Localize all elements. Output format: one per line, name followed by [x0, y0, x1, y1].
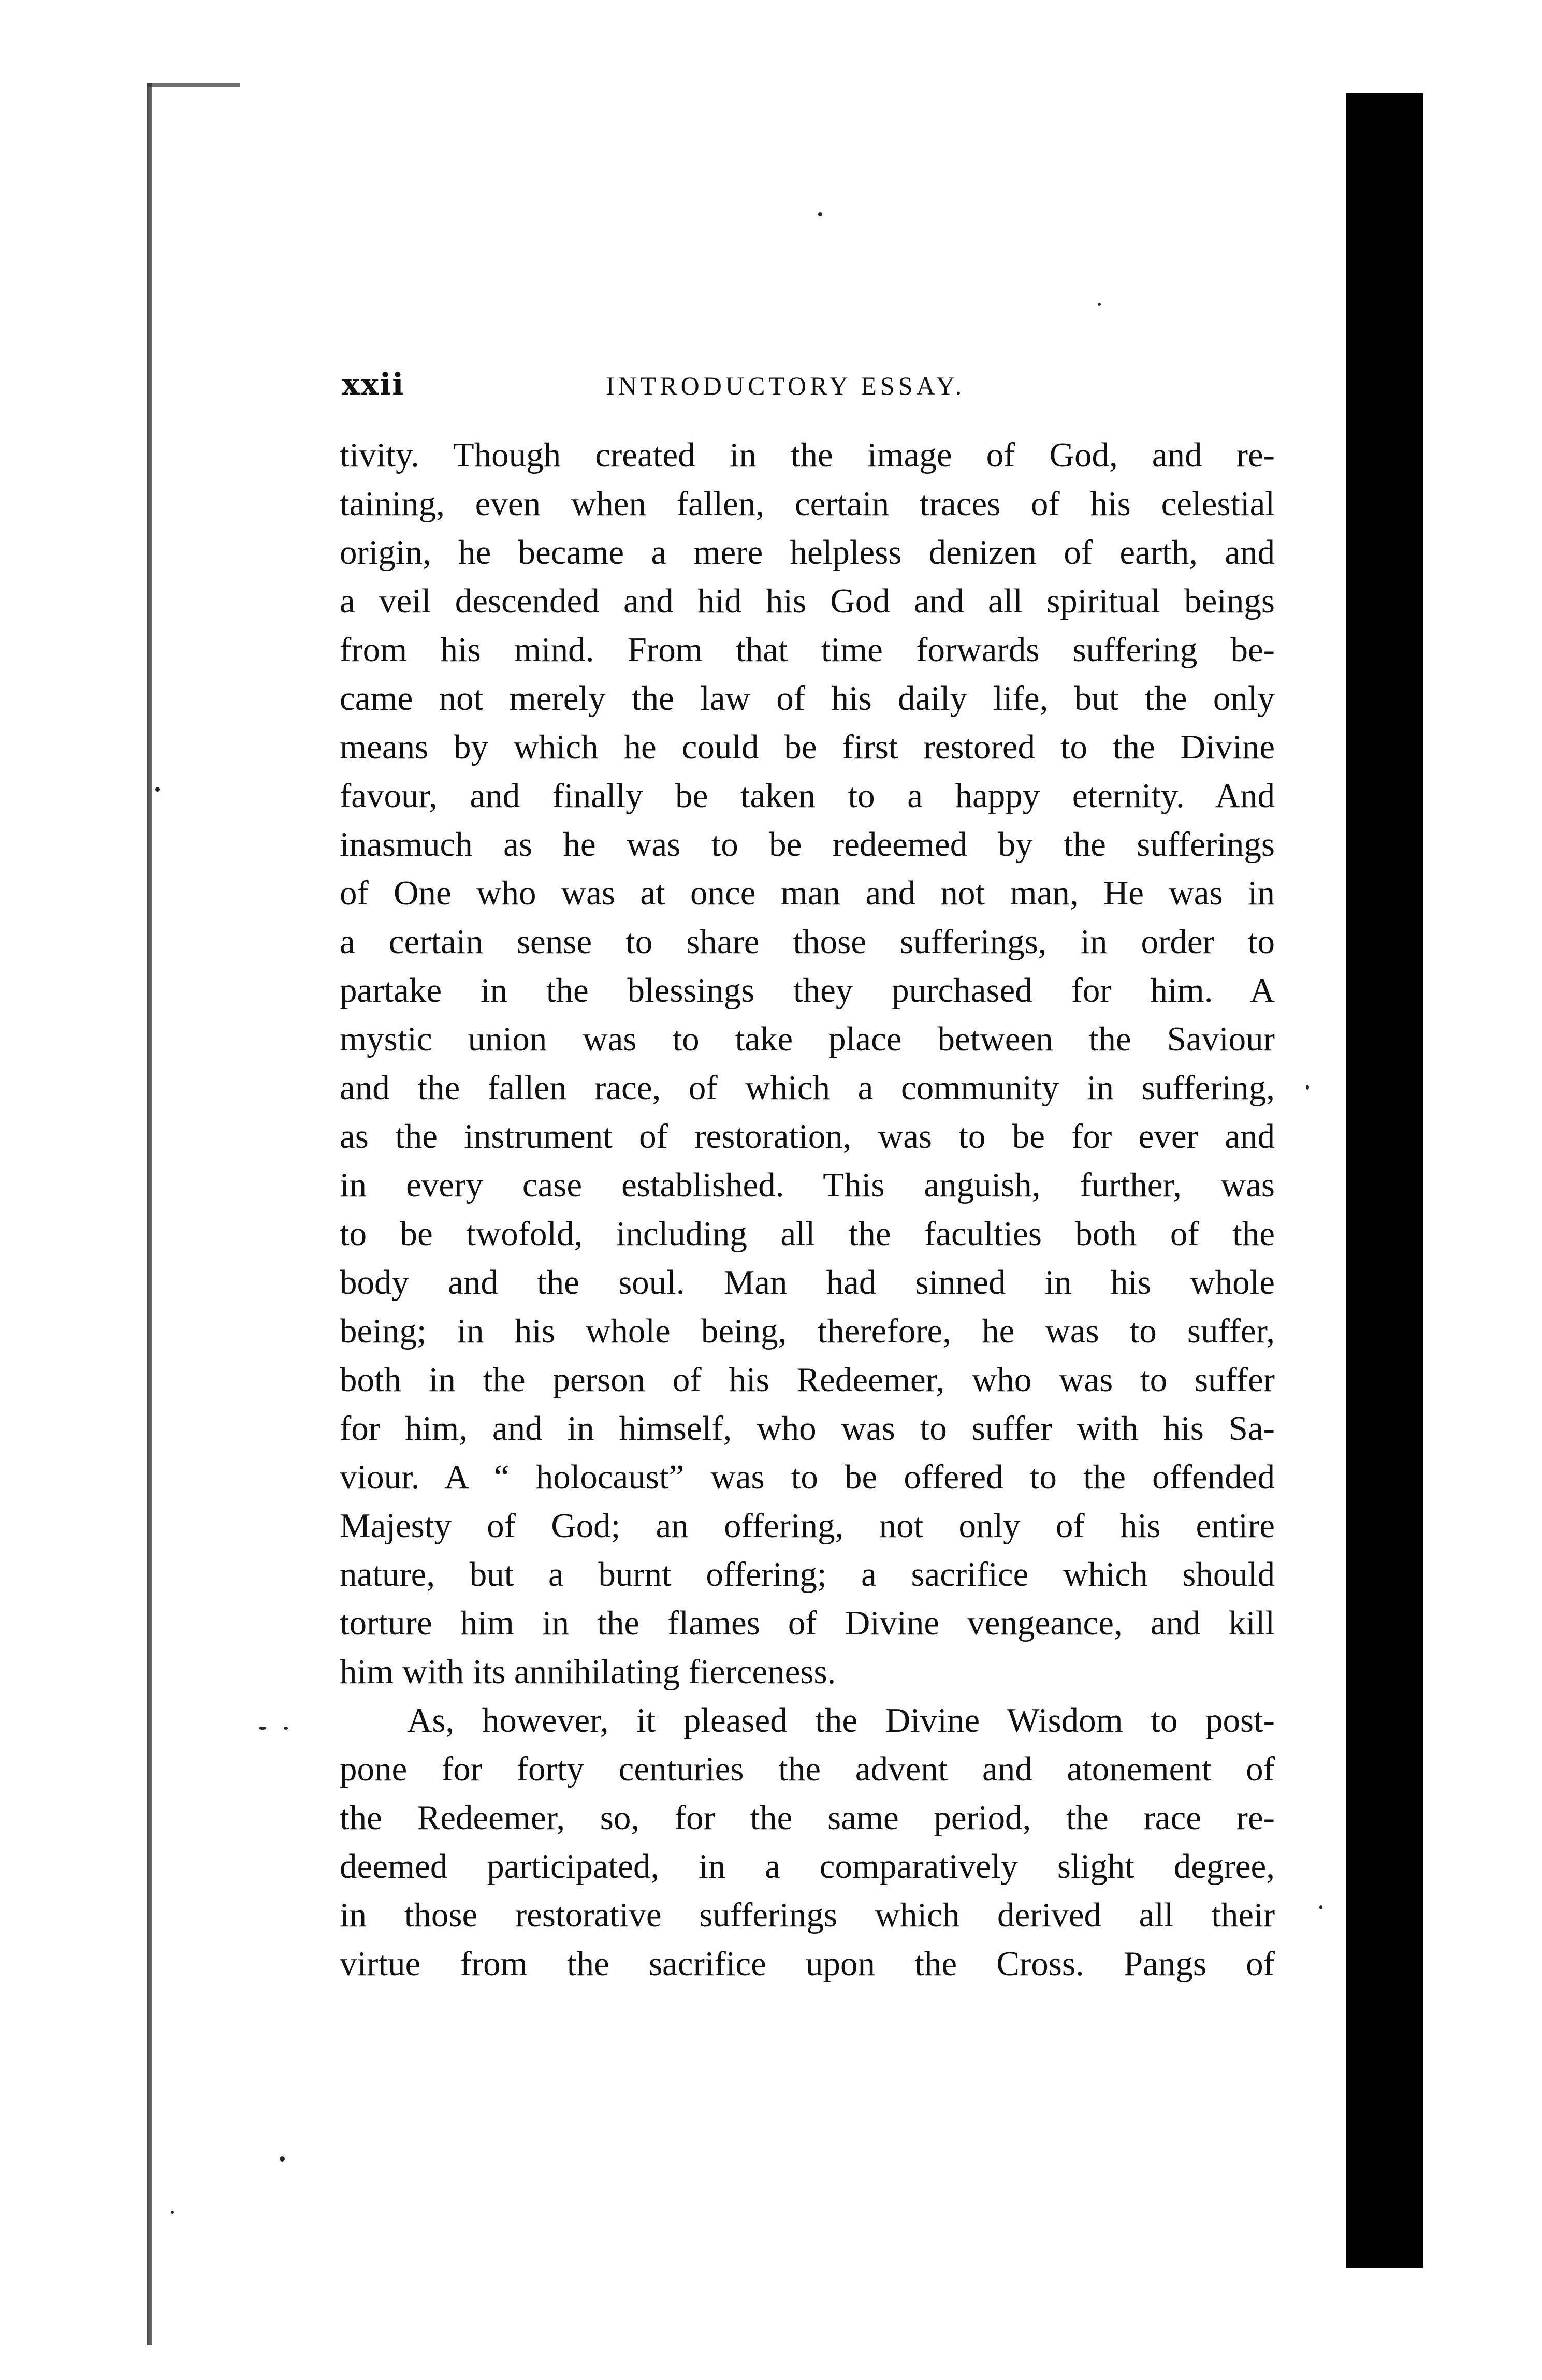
text-line: in every case established. This anguish, further, was [340, 1166, 1275, 1204]
text-line: body and the soul. Man had sinned in his whole [340, 1263, 1275, 1302]
scan-speck [818, 212, 822, 216]
scan-speck [171, 2211, 174, 2214]
text-line: taining, even when fallen, certain traces of his celestial [340, 485, 1275, 523]
text-line: from his mind. From that time forwards suffering be- [340, 631, 1275, 669]
text-line: favour, and finally be taken to a happy eternity. And [340, 777, 1275, 815]
text-line: tivity. Though created in the image of God, and re- [340, 436, 1275, 474]
text-line: to be twofold, including all the faculties both of the [340, 1215, 1275, 1253]
scan-shadow-bar [1346, 93, 1423, 2268]
text-line: torture him in the flames of Divine vengeance, and kill [340, 1604, 1275, 1642]
text-line: means by which he could be first restored to the Divine [340, 728, 1275, 766]
text-line: nature, but a burnt offering; a sacrifice which should [340, 1555, 1275, 1594]
text-line: viour. A “ holocaust” was to be offered to the offended [340, 1458, 1275, 1496]
text-line: Majesty of God; an offering, not only of his entire [340, 1507, 1275, 1545]
scan-speck [1306, 1085, 1309, 1090]
text-line: pone for forty centuries the advent and atonement of [340, 1750, 1275, 1788]
page-edge-left-rule [147, 83, 152, 2345]
scan-speck [1098, 303, 1101, 306]
scan-speck [1319, 1905, 1322, 1909]
text-line: the Redeemer, so, for the same period, the race re- [340, 1799, 1275, 1837]
page-edge-top-rule [147, 83, 240, 87]
text-line: being; in his whole being, therefore, he was to suffer, [340, 1312, 1275, 1350]
text-line: came not merely the law of his daily life, but the only [340, 679, 1275, 718]
scan-speck [259, 1727, 266, 1730]
text-line: origin, he became a mere helpless denizen of earth, and [340, 533, 1275, 572]
text-line: mystic union was to take place between the Saviour [340, 1020, 1275, 1058]
paragraph-start-line: As, however, it pleased the Divine Wisdom to post- [407, 1701, 1275, 1740]
text-line: partake in the blessings they purchased for him. A [340, 971, 1275, 1010]
running-head: INTRODUCTORY ESSAY. [606, 371, 966, 400]
text-line: of One who was at once man and not man, He was in [340, 874, 1275, 912]
text-line: virtue from the sacrifice upon the Cross. Pangs of [340, 1945, 1275, 1983]
text-line: for him, and in himself, who was to suffer with his Sa- [340, 1409, 1275, 1448]
scan-speck [284, 1727, 288, 1730]
text-line: inasmuch as he was to be redeemed by the sufferings [340, 825, 1275, 864]
scan-speck [155, 787, 160, 792]
text-line: as the instrument of restoration, was to be for ever and [340, 1117, 1275, 1156]
text-line: both in the person of his Redeemer, who was to suffer [340, 1361, 1275, 1399]
text-line: a certain sense to share those sufferings, in order to [340, 923, 1275, 961]
page-number: xxii [342, 367, 405, 402]
text-line: and the fallen race, of which a community in suffering, [340, 1069, 1275, 1107]
text-line: deemed participated, in a comparatively slight degree, [340, 1847, 1275, 1886]
scan-speck [280, 2156, 285, 2162]
text-line: him with its annihilating fierceness. [340, 1653, 836, 1691]
text-line: in those restorative sufferings which derived all their [340, 1896, 1275, 1934]
text-line: a veil descended and hid his God and all spiritual beings [340, 582, 1275, 620]
page-header [342, 367, 1269, 424]
body-text [340, 431, 1275, 1988]
